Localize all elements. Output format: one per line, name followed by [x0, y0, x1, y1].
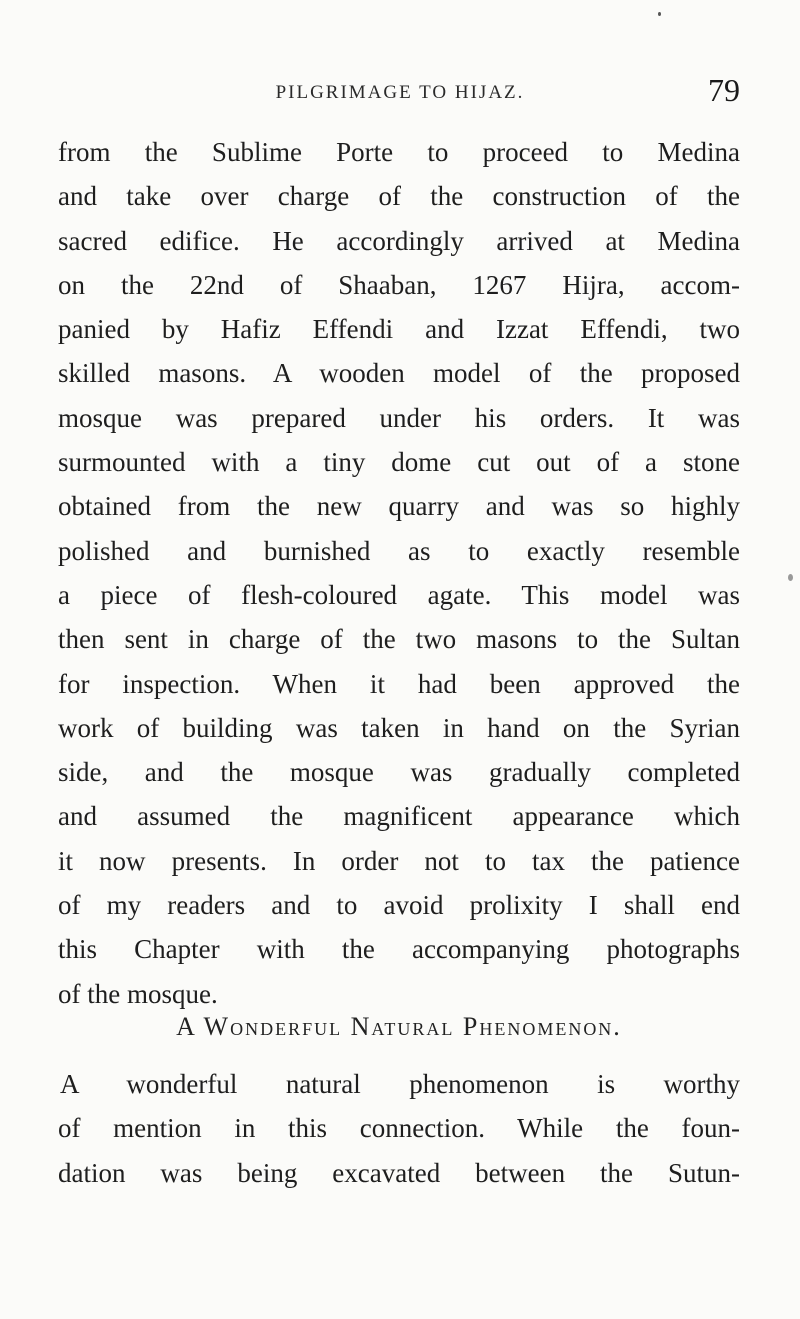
text-line: skilled masons. A wooden model of the proposed: [58, 358, 740, 389]
text-line: side, and the mosque was gradually completed: [58, 757, 740, 788]
text-line: this Chapter with the accompanying photographs: [58, 934, 740, 965]
text-line: A wonderful natural phenomenon is worthy: [60, 1069, 740, 1099]
page-header: [60, 72, 740, 118]
ink-speck: [788, 574, 793, 581]
section-heading: A Wonderful Natural Phenomenon.: [176, 1012, 622, 1041]
text-line: obtained from the new quarry and was so highly: [58, 491, 740, 522]
text-line: of the mosque.: [58, 978, 218, 1009]
text-line: and assumed the magnificent appearance which: [58, 801, 740, 832]
text-line: mosque was prepared under his orders. It was: [58, 402, 740, 433]
text-line: panied by Hafiz Effendi and Izzat Effendi, two: [58, 314, 740, 345]
text-line: from the Sublime Porte to proceed to Medina: [58, 137, 740, 167]
text-line: of mention in this connection. While the foun-: [58, 1113, 740, 1144]
text-line: a piece of flesh-coloured agate. This model was: [58, 579, 740, 610]
text-line: surmounted with a tiny dome cut out of a stone: [58, 447, 740, 478]
text-line: work of building was taken in hand on the Syrian: [58, 712, 740, 743]
text-line: it now presents. In order not to tax the patience: [58, 845, 740, 876]
text-line: then sent in charge of the two masons to the Sultan: [58, 624, 740, 655]
text-line: and take over charge of the construction of the: [58, 181, 740, 212]
body-text: [58, 130, 740, 1016]
text-line: dation was being excavated between the Sutun-: [58, 1157, 740, 1188]
text-line: polished and burnished as to exactly resemble: [58, 535, 740, 566]
running-head: PILGRIMAGE TO HIJAZ.: [275, 82, 525, 103]
text-line: sacred edifice. He accordingly arrived at Medina: [58, 225, 740, 256]
page-number: 79: [708, 72, 740, 108]
section-body-text: [58, 1062, 740, 1195]
text-line: on the 22nd of Shaaban, 1267 Hijra, accom-: [58, 269, 740, 300]
text-line: for inspection. When it had been approved the: [58, 668, 740, 699]
text-line: of my readers and to avoid prolixity I shall end: [58, 890, 740, 921]
ink-speck: [658, 12, 661, 16]
